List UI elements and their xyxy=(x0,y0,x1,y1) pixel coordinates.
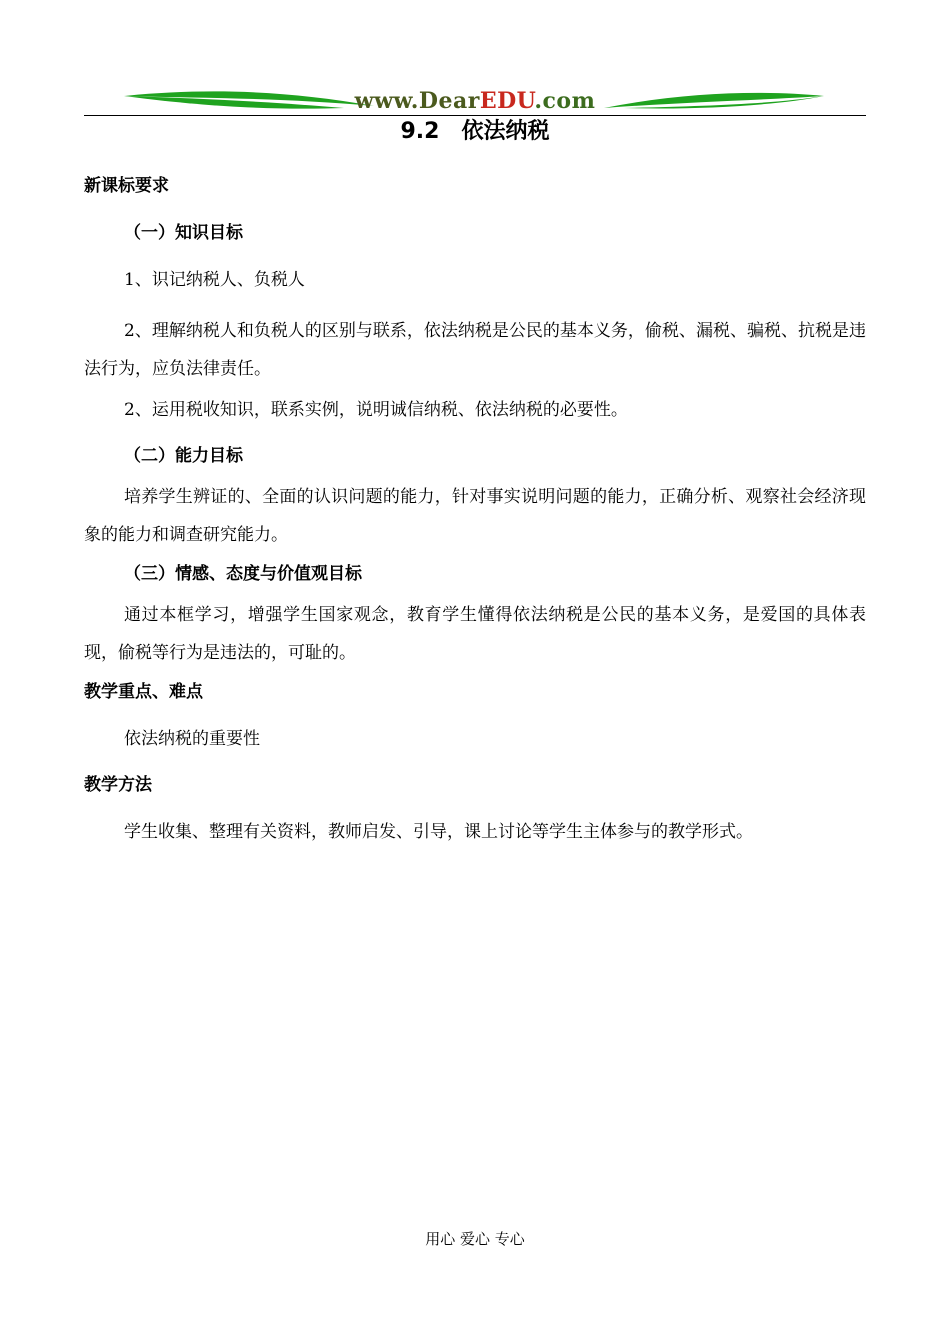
keypoints-heading: 教学重点、难点 xyxy=(84,682,203,702)
site-logo xyxy=(84,88,866,114)
emotion-heading: （三）情感、态度与价值观目标 xyxy=(124,564,362,584)
ability-heading: （二）能力目标 xyxy=(124,446,243,466)
page-title: 9.2 依法纳税 xyxy=(400,119,550,144)
method-paragraph: 学生收集、整理有关资料，教师启发、引导，课上讨论等学生主体参与的教学形式。 xyxy=(124,822,753,842)
logo-dear: Dear xyxy=(418,88,480,114)
standards-heading: 新课标要求 xyxy=(84,176,169,196)
knowledge-paragraph-3: 2、运用税收知识，联系实例，说明诚信纳税、依法纳税的必要性。 xyxy=(124,400,628,420)
logo-edu: EDU xyxy=(479,88,535,114)
document-body xyxy=(84,172,866,846)
knowledge-paragraph-1: 1、识记纳税人、负税人 xyxy=(124,270,305,290)
knowledge-paragraph-2: 2、理解纳税人和负税人的区别与联系，依法纳税是公民的基本义务，偷税、漏税、骗税、抗税是违法行为，应负法律责任。 xyxy=(84,321,866,379)
page-footer: 用心 爱心 专心 xyxy=(425,1230,525,1248)
method-heading: 教学方法 xyxy=(84,775,152,795)
emotion-paragraph: 通过本框学习，增强学生国家观念，教育学生懂得依法纳税是公民的基本义务，是爱国的具体表现，偷税等行为是违法的，可耻的。 xyxy=(84,605,866,663)
logo-suffix: .com xyxy=(534,88,596,114)
knowledge-heading: （一）知识目标 xyxy=(124,223,243,243)
keypoints-paragraph: 依法纳税的重要性 xyxy=(124,729,260,749)
logo-prefix: www. xyxy=(354,88,419,114)
ability-paragraph: 培养学生辨证的、全面的认识问题的能力，针对事实说明问题的能力，正确分析、观察社会经济现象的能力和调查研究能力。 xyxy=(84,487,866,545)
